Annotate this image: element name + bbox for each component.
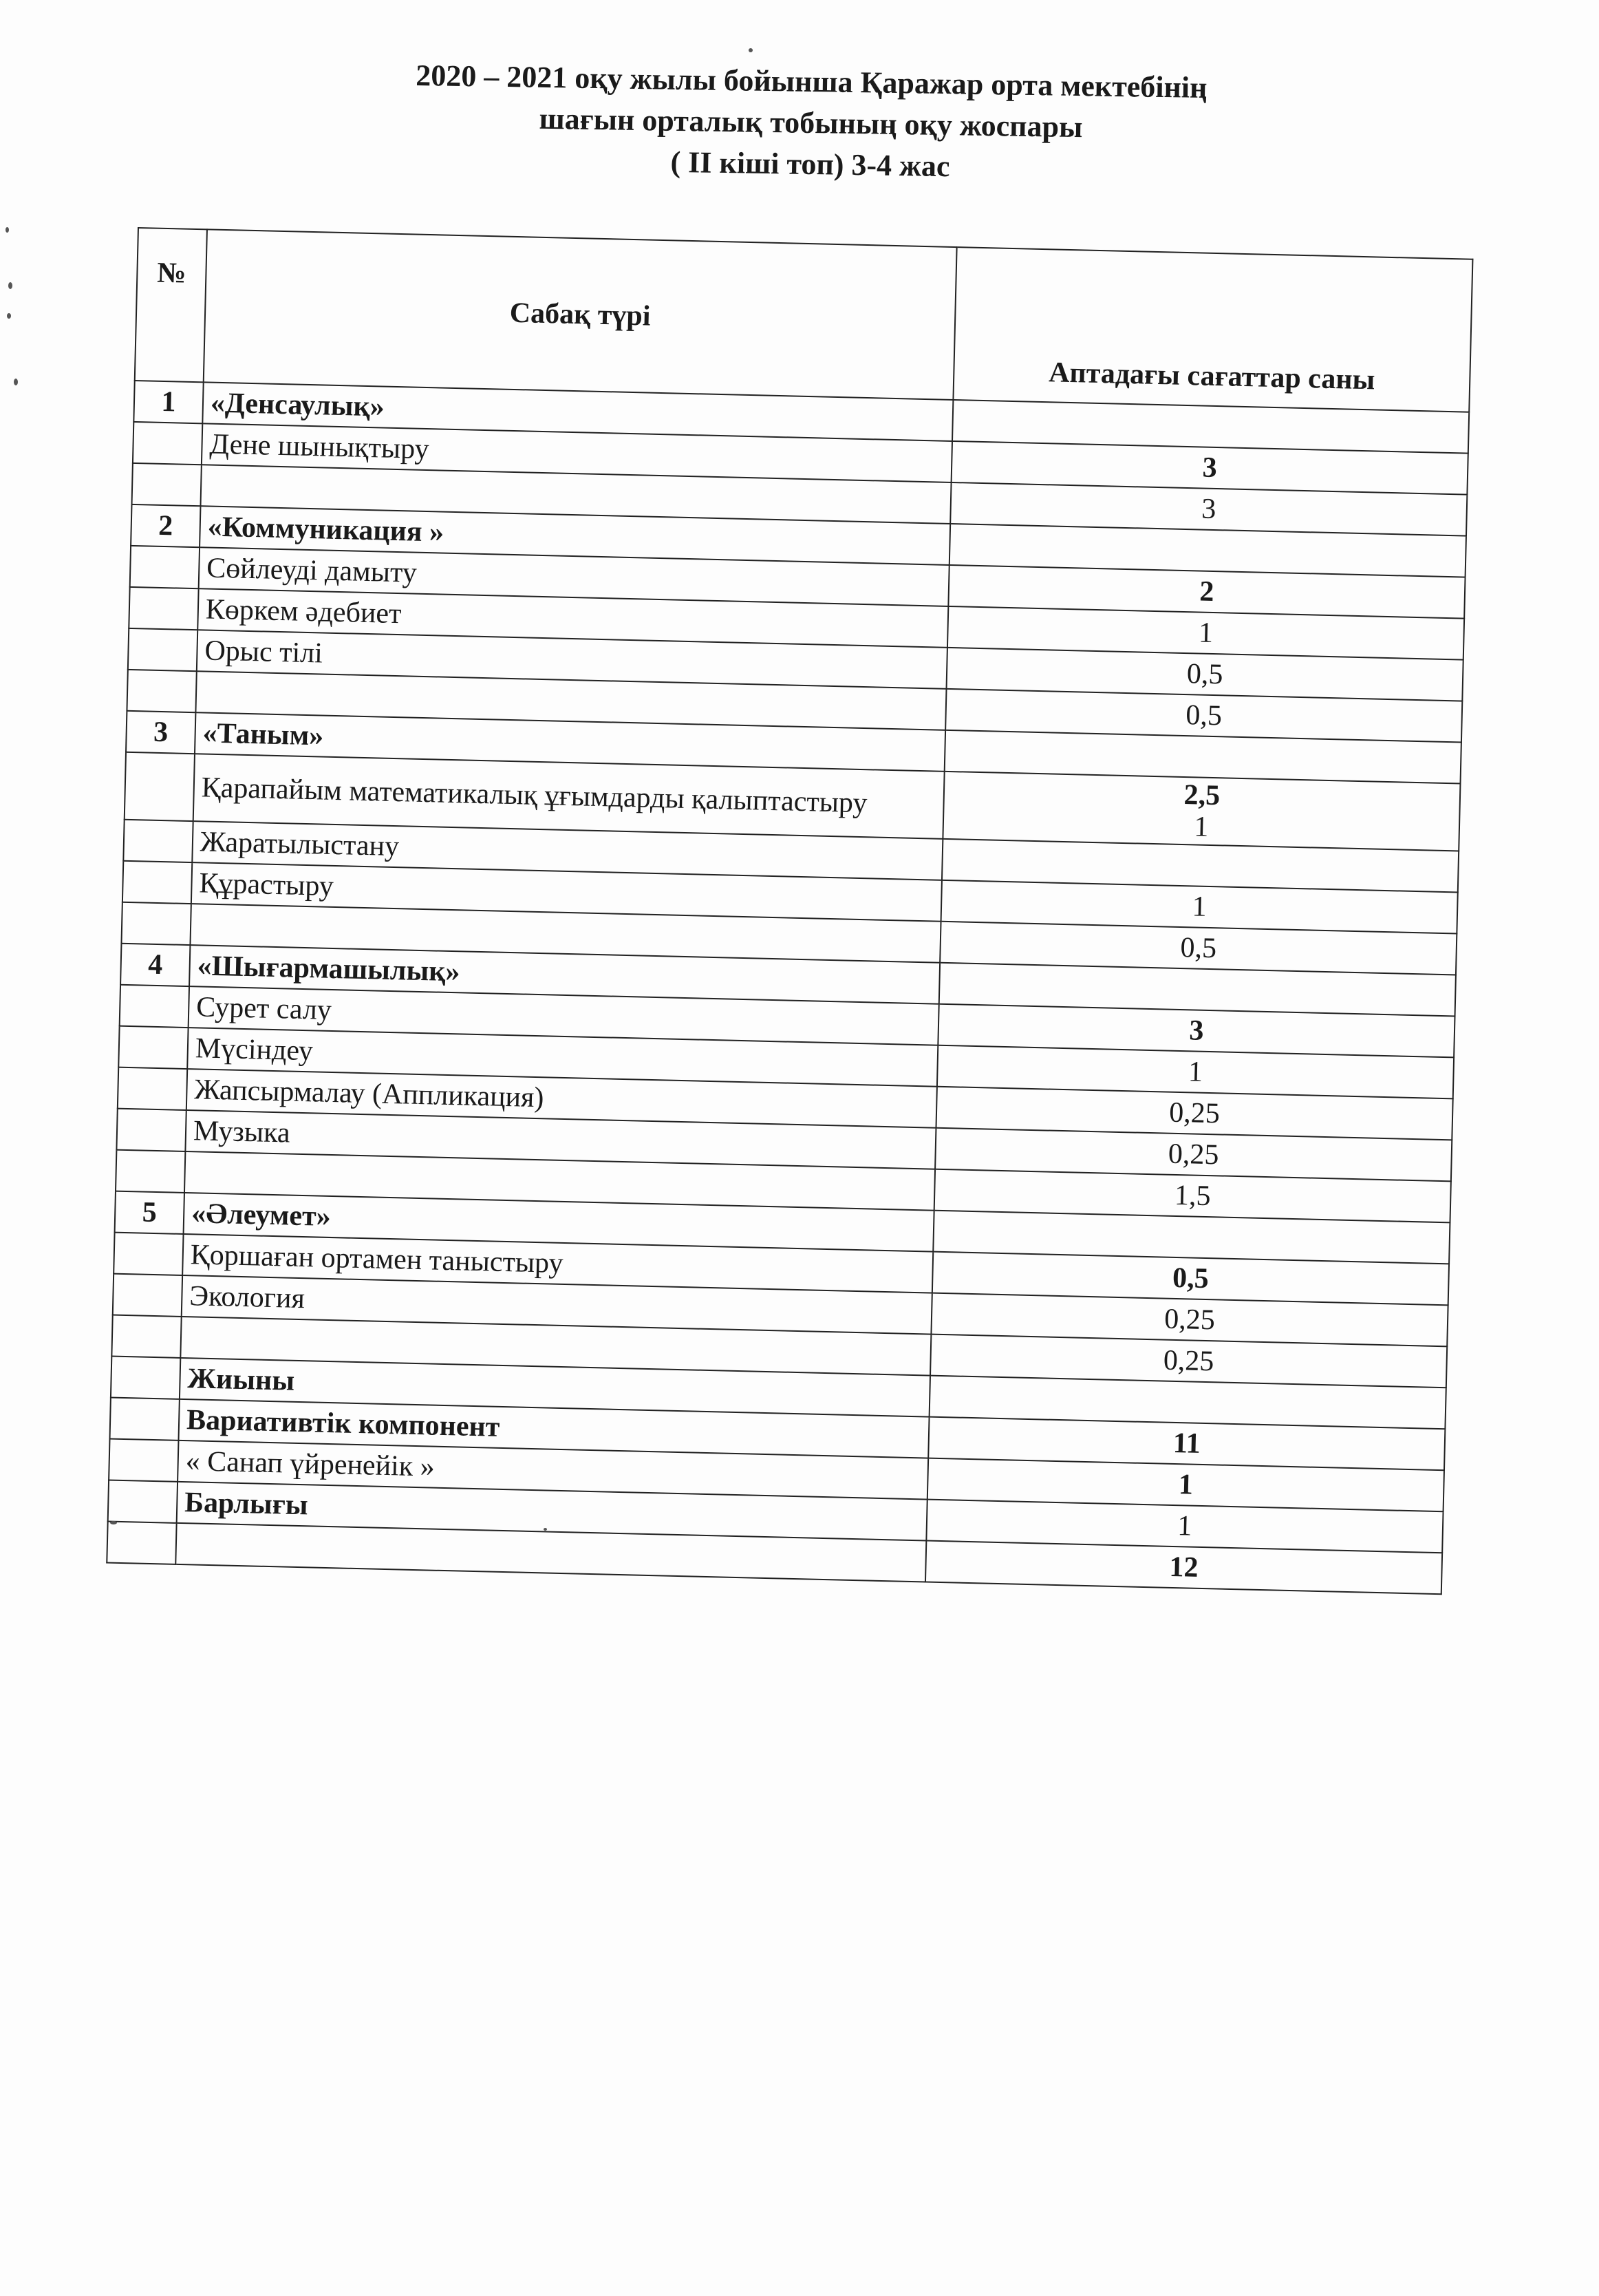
scan-speck [749,48,753,52]
row-number-cell [111,1357,180,1399]
row-number-cell [110,1398,180,1441]
lesson-name-cell: Қоршаған ортамен таныстыру [182,1234,933,1293]
row-number-cell [111,1315,181,1358]
scan-speck [544,1528,547,1531]
row-number-cell [118,1026,188,1069]
row-number-cell [121,902,191,945]
title-line-3: ( II кіші топ) 3-4 жас [670,145,950,184]
row-number-cell: 5 [115,1191,184,1234]
weekly-hours-cell: 1 [926,1500,1443,1553]
scan-speck [8,282,12,289]
lesson-name-cell: «Коммуникация » [200,506,950,565]
header-lesson-type: Сабақ түрі [204,229,957,400]
weekly-hours-cell: 11 [928,1417,1445,1471]
weekly-hours-cell: 0,25 [935,1128,1452,1182]
weekly-hours-value-secondary: 1 [1193,811,1209,843]
curriculum-table-wrapper [106,227,1472,1595]
row-number-cell [127,670,196,712]
row-number-cell [130,546,200,588]
weekly-hours-cell: 0,5 [945,689,1462,743]
scan-speck [110,1521,117,1524]
table-header-row [135,228,1473,412]
scan-speck [14,379,18,385]
lesson-name-cell: Вариативтік компонент [178,1399,929,1458]
lesson-name-cell: Барлығы [177,1482,927,1541]
weekly-hours-cell: 0,5 [932,1252,1449,1306]
header-weekly-hours: Аптадағы сағаттар саны [953,247,1472,412]
weekly-hours-cell: 1 [927,1458,1444,1512]
lesson-name-cell: «Таным» [195,712,945,772]
lesson-name-cell: Жапсырмалау (Аппликация) [186,1069,937,1128]
row-number-cell [120,985,189,1028]
weekly-hours-cell: 3 [938,1004,1455,1058]
row-number-cell [116,1150,185,1193]
curriculum-table [106,227,1473,1595]
lesson-name-cell: Орыс тілі [197,630,947,689]
row-number-cell [108,1480,178,1523]
lesson-name-cell: Экология [182,1275,932,1335]
scan-speck [7,313,11,319]
row-number-cell [116,1109,186,1151]
table-body [107,381,1469,1594]
row-number-cell [132,463,202,506]
row-number-cell [113,1274,182,1317]
weekly-hours-cell: 0,25 [930,1335,1447,1388]
weekly-hours-cell: 1,5 [934,1169,1451,1223]
weekly-hours-cell: 2 [948,565,1465,619]
weekly-hours-value: 2,5 [1183,779,1221,812]
weekly-hours-cell: 0,25 [936,1087,1452,1140]
row-number-cell [123,820,193,862]
weekly-hours-cell: 0,5 [940,922,1457,975]
row-number-cell: 1 [133,381,203,423]
lesson-name-cell: «Денсаулық» [202,382,953,441]
title-line-1: 2020 – 2021 оқу жылы бойынша Қаражар орта мектебінің [416,58,1208,105]
lesson-name-cell: « Санап үйренейік » [178,1441,928,1500]
row-number-cell [109,1439,178,1482]
row-number-cell: 2 [131,504,200,547]
weekly-hours-cell: 12 [925,1541,1442,1595]
title-line-2: шағын орталық тобының оқу жоспары [539,101,1083,145]
row-number-cell [125,752,195,821]
document-title [328,54,1294,193]
lesson-name-cell: Сурет салу [189,986,939,1045]
row-number-cell [118,1067,187,1110]
row-number-cell [129,587,198,630]
weekly-hours-cell [943,772,1460,851]
lesson-name-cell: «Шығармашылық» [189,945,940,1004]
weekly-hours-cell: 3 [950,482,1467,536]
lesson-name-cell: Көркем әдебиет [197,588,948,648]
row-number-cell [128,628,197,671]
lesson-name-cell: Музыка [185,1110,936,1169]
scan-speck [6,227,9,233]
row-number-cell [122,861,192,904]
lesson-name-cell: Қарапайым математикалық ұғымдарды қалыптастыру [193,754,945,839]
lesson-name-cell: Сөйлеуді дамыту [199,547,949,606]
lesson-name-cell: Дене шынықтыру [202,423,952,482]
lesson-name-cell: Жаратылыстану [192,821,943,880]
row-number-cell [133,422,202,465]
weekly-hours-cell: 0,25 [931,1293,1448,1347]
weekly-hours-cell: 1 [947,606,1464,660]
row-number-cell: 3 [126,711,195,754]
lesson-name-cell: «Әлеумет» [184,1193,934,1252]
header-number: № [135,228,207,382]
weekly-hours-cell: 0,5 [947,648,1463,701]
weekly-hours-cell: 1 [937,1045,1454,1099]
row-number-cell: 4 [120,944,190,986]
weekly-hours-cell: 3 [952,441,1468,495]
lesson-name-cell: Жиыны [180,1358,930,1417]
weekly-hours-cell: 1 [941,880,1458,934]
lesson-name-cell: Құрастыру [191,862,942,922]
row-number-cell [114,1233,183,1275]
lesson-name-cell: Мүсіндеу [187,1028,938,1087]
row-number-cell [107,1522,176,1564]
